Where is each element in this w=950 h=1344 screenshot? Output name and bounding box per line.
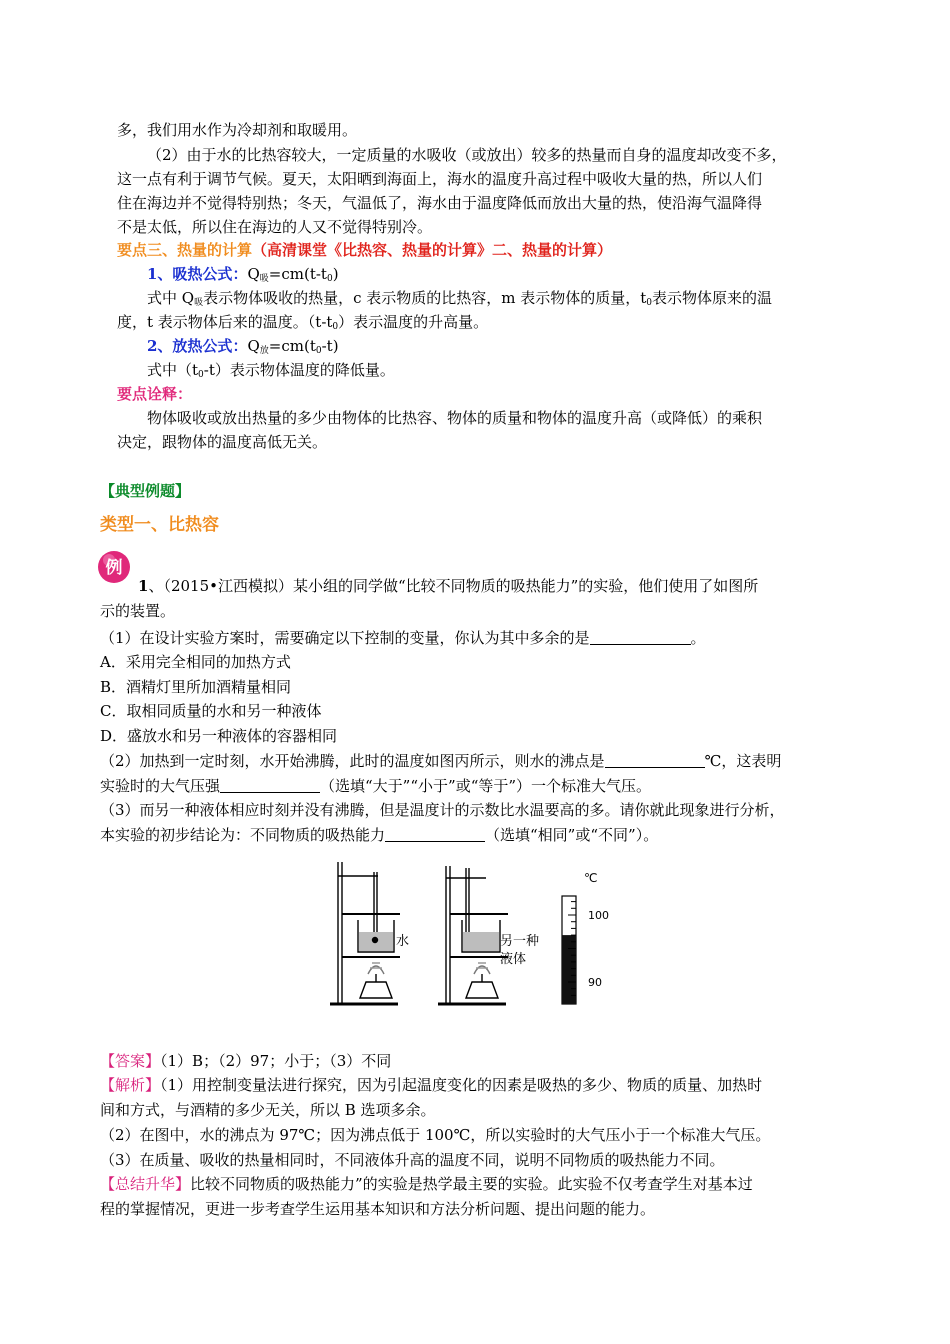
sub-question-3: （3）而另一种液体相应时刻并没有沸腾，但是温度计的示数比水温要高的多。请你就此现象进行分析， [100, 801, 785, 819]
label-other-liquid-line1: 另一种 [500, 934, 540, 949]
intro-line: 这一点有利于调节气候。夏天，太阳晒到海面上，海水的温度升高过程中吸收大量的热，所以人们 [117, 170, 763, 188]
text-part: 表示物体吸收的热量，c 表示物质的比热容，m 表示物体的质量，t [203, 289, 647, 307]
formula-q: Q [247, 265, 260, 283]
intro-line: 多，我们用水作为冷却剂和取暖用。 [117, 121, 358, 139]
release-formula [147, 336, 339, 361]
text-part: ）表示温度的升高量。 [338, 313, 489, 331]
experiment-figure [330, 862, 620, 1012]
sub-question-2 [100, 751, 781, 771]
intro-line: 住在海边并不觉得特别热；冬天，气温低了，海水由于温度降低而放出大量的热，使沿海气温降得 [117, 194, 763, 212]
answer-blank[interactable] [605, 753, 705, 768]
answer-blank[interactable] [385, 827, 485, 842]
tick-label-100: 100 [588, 909, 609, 922]
summary-tag: 【总结升华】 [100, 1175, 191, 1193]
answer-text: （1）B；（2）97；小于；（3）不同 [160, 1052, 392, 1070]
analysis-line: （3）在质量、吸收的热量相同时，不同液体升高的温度不同，说明不同物质的吸热能力不同。 [100, 1151, 725, 1169]
formula-end: -t) [321, 337, 339, 355]
summary-line [100, 1174, 753, 1194]
text-part: 。 [690, 629, 706, 647]
sub-question-2-cont [100, 776, 651, 796]
sub-question-3-cont [100, 825, 658, 845]
release-desc-line [147, 360, 395, 385]
question-line: 示的装置。 [100, 602, 176, 620]
text-part: （选填“相同”或“不同”）。 [485, 826, 659, 844]
formula-q: Q [247, 337, 260, 355]
text-part: ℃，这表明 [704, 752, 782, 770]
absorb-desc-line [147, 288, 772, 313]
answer-blank[interactable] [590, 630, 691, 645]
apparatus-water [330, 862, 400, 1004]
text-part: 本实验的初步结论为：不同物质的吸热能力 [100, 826, 386, 844]
formula-body: =cm(t-t [268, 265, 327, 283]
analysis-line [100, 1075, 762, 1095]
note-line: 决定，跟物体的温度高低无关。 [117, 433, 328, 451]
summary-line: 程的掌握情况，更进一步考查学生运用基本知识和方法分析问题、提出问题的能力。 [100, 1200, 656, 1218]
text-part: 度，t 表示物体后来的温度。（t-t [117, 313, 333, 331]
option-b: B．酒精灯里所加酒精量相同 [100, 678, 292, 696]
option-d: D．盛放水和另一种液体的容器相同 [100, 727, 338, 745]
question-number: 1 [138, 577, 149, 595]
formula-sub: 0 [332, 322, 339, 332]
formula-sub: 吸 [194, 298, 204, 308]
example-badge-icon [96, 548, 132, 584]
text-part: （1）用控制变量法进行探究，因为引起温度变化的因素是吸热的多少、物质的质量、加热时 [160, 1076, 763, 1094]
note-line: 物体吸收或放出热量的多少由物体的比热容、物体的质量和物体的温度升高（或降低）的乘积 [147, 409, 763, 427]
text-part: （1）在设计实验方案时，需要确定以下控制的变量，你认为其中多余的是 [100, 629, 590, 647]
thermometer-unit: ℃ [584, 871, 598, 885]
thermometer-scale [562, 871, 609, 1004]
question-line [138, 576, 758, 596]
analysis-line: 间和方式，与酒精的多少无关，所以 B 选项多余。 [100, 1101, 436, 1119]
answer-blank[interactable] [220, 778, 320, 793]
examples-heading: 【典型例题】 [100, 482, 191, 500]
formula-sub: 0 [315, 346, 322, 356]
analysis-tag: 【解析】 [100, 1076, 161, 1094]
label-water: 水 [396, 934, 410, 949]
tick-label-90: 90 [588, 976, 602, 989]
label-other-liquid-line2: 液体 [500, 952, 527, 967]
apparatus-other-liquid [438, 866, 508, 1004]
intro-line: 不是太低，所以住在海边的人又不觉得特别冷。 [117, 218, 433, 236]
thermometer-liquid [562, 935, 576, 1004]
answer-line [100, 1051, 391, 1071]
sub-question-1 [100, 628, 706, 648]
analysis-line: （2）在图中，水的沸点为 97℃；因为沸点低于 100℃，所以实验时的大气压小于一个标准大气压。 [100, 1126, 771, 1144]
keypoint3-ref-link[interactable]: （高清课堂《比热容、热量的计算》二、热量的计算） [252, 241, 613, 259]
formula-end: ) [332, 265, 339, 283]
text-part: 、（2015•江西模拟）某小组的同学做“比较不同物质的吸热能力”的实验，他们使用了如图所 [148, 577, 759, 595]
option-c: C．取相同质量的水和另一种液体 [100, 702, 322, 720]
absorb-formula [147, 264, 339, 289]
option-a: A．采用完全相同的加热方式 [100, 653, 291, 671]
keypoint3-title: 要点三、热量的计算 [117, 241, 253, 259]
text-part: 式中（t [147, 361, 199, 379]
formula-sub: 0 [198, 370, 204, 380]
formula-sub: 吸 [259, 274, 269, 284]
text-part: （2）加热到一定时刻，水开始沸腾，此时的温度如图丙所示，则水的沸点是 [100, 752, 605, 770]
text-part: 表示物体原来的温 [652, 289, 773, 307]
text-part: -t）表示物体温度的降低量。 [203, 361, 395, 379]
keypoint3-heading [117, 240, 612, 260]
absorb-label: 1、吸热公式： [147, 265, 248, 283]
note-title: 要点诠释： [117, 385, 193, 403]
formula-sub: 0 [646, 298, 653, 308]
formula-body: =cm(t [268, 337, 316, 355]
answer-tag: 【答案】 [100, 1052, 161, 1070]
release-label: 2、放热公式： [147, 337, 248, 355]
absorb-desc-line [117, 312, 488, 337]
example-badge-label: 例 [105, 558, 123, 578]
intro-line: （2）由于水的比热容较大，一定质量的水吸收（或放出）较多的热量而自身的温度却改变不多， [147, 146, 787, 164]
text-part: 实验时的大气压强 [100, 777, 221, 795]
text-part: （选填“大于”“小于”或“等于”）一个标准大气压。 [320, 777, 652, 795]
formula-sub: 0 [326, 274, 333, 284]
text-part: 式中 Q [147, 289, 195, 307]
text-part: 比较不同物质的吸热能力”的实验是热学最主要的实验。此实验不仅考查学生对基本过 [190, 1175, 753, 1193]
type1-heading: 类型一、比热容 [100, 515, 219, 535]
formula-sub: 放 [259, 346, 269, 356]
